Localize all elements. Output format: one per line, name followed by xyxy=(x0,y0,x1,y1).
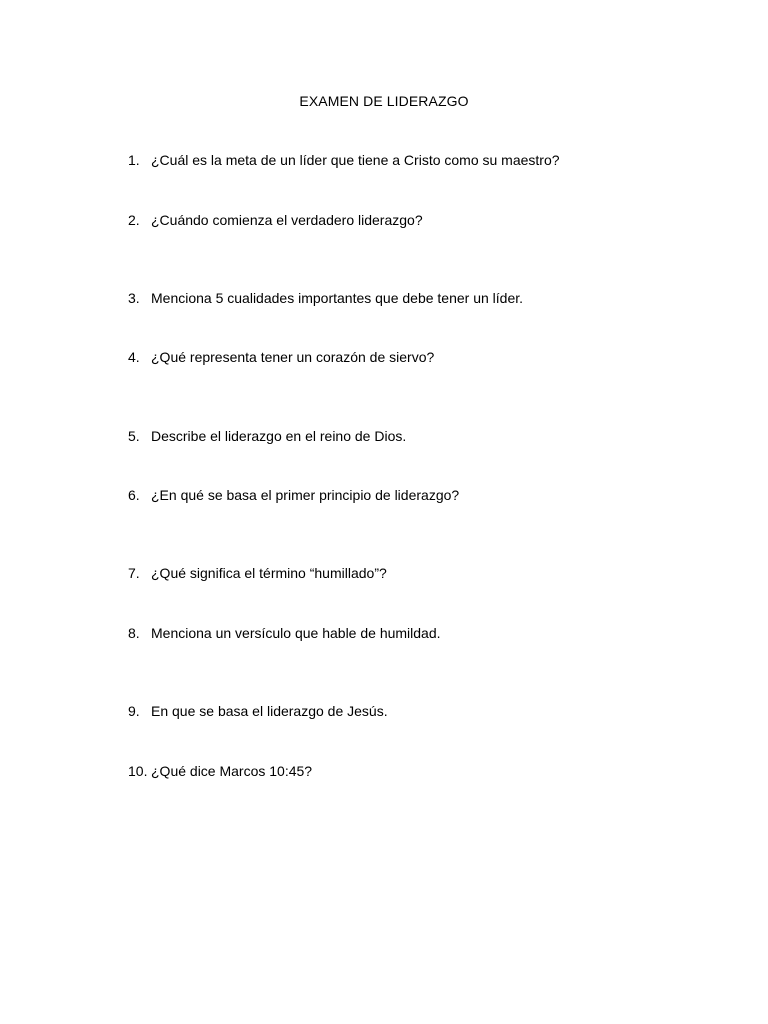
question-item xyxy=(128,348,434,366)
question-number: 9. xyxy=(128,703,140,719)
question-number: 4. xyxy=(128,349,140,365)
question-item xyxy=(128,289,523,307)
question-text: ¿Cuándo comienza el verdadero liderazgo? xyxy=(151,212,423,228)
question-number: 7. xyxy=(128,565,140,581)
question-number: 8. xyxy=(128,625,140,641)
question-item xyxy=(128,211,423,229)
question-item xyxy=(128,151,560,169)
question-text: ¿Qué significa el término “humillado”? xyxy=(151,565,387,581)
question-text: ¿Qué dice Marcos 10:45? xyxy=(151,763,313,779)
question-number: 10. xyxy=(128,763,148,779)
question-text: Menciona un versículo que hable de humildad. xyxy=(151,625,441,641)
question-item xyxy=(128,702,388,720)
question-number: 5. xyxy=(128,428,140,444)
question-text: En que se basa el liderazgo de Jesús. xyxy=(151,703,388,719)
question-text: ¿Qué representa tener un corazón de siervo? xyxy=(151,349,435,365)
question-number: 3. xyxy=(128,290,140,306)
question-item xyxy=(128,624,441,642)
question-number: 2. xyxy=(128,212,140,228)
question-text: Describe el liderazgo en el reino de Dios. xyxy=(151,428,407,444)
question-text: ¿En qué se basa el primer principio de liderazgo? xyxy=(151,487,460,503)
question-item xyxy=(128,427,406,445)
question-text: Menciona 5 cualidades importantes que debe tener un líder. xyxy=(151,290,524,306)
question-item xyxy=(128,762,312,780)
question-text: ¿Cuál es la meta de un líder que tiene a Cristo como su maestro? xyxy=(151,152,560,168)
document-title: EXAMEN DE LIDERAZGO xyxy=(299,93,469,109)
question-number: 6. xyxy=(128,487,140,503)
question-number: 1. xyxy=(128,152,140,168)
question-item xyxy=(128,486,459,504)
question-item xyxy=(128,564,387,582)
